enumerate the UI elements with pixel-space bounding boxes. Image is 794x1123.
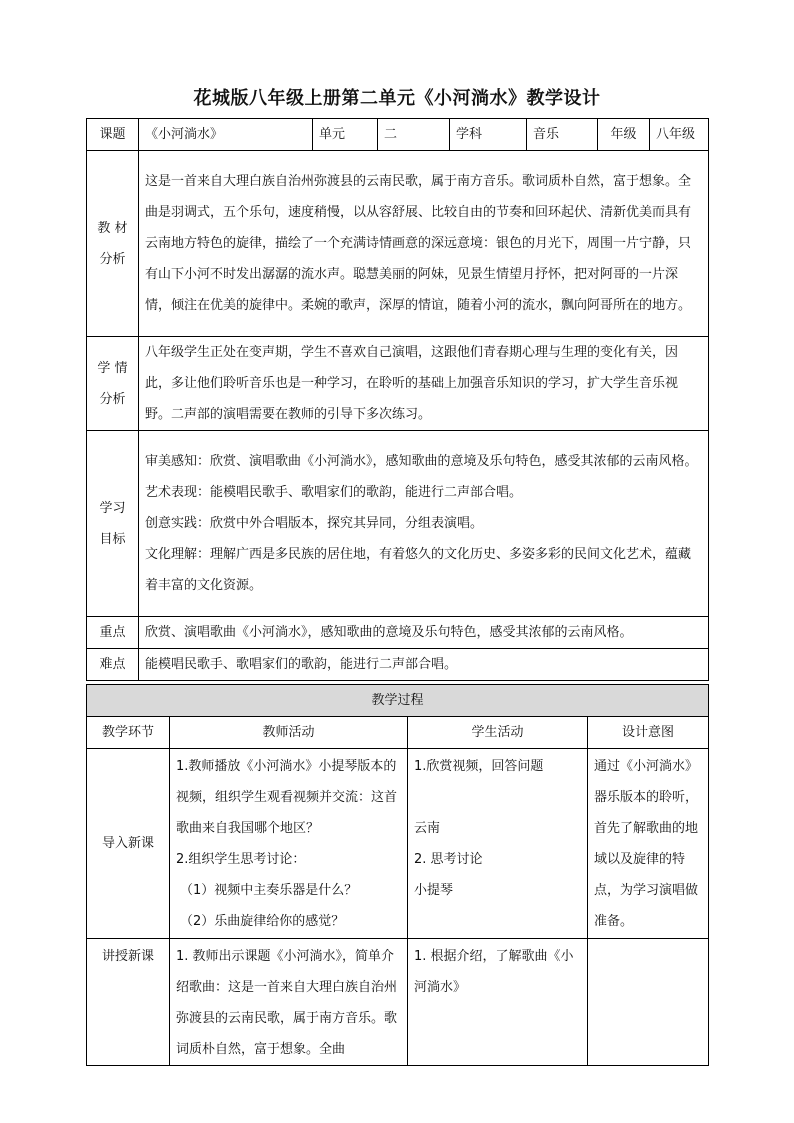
student-step: 1. 根据介绍，了解歌曲《小河淌水》 xyxy=(414,949,574,995)
student-activity xyxy=(408,939,588,1066)
key-point-text: 欣赏、演唱歌曲《小河淌水》，感知歌曲的意境及乐句特色，感受其浓郁的云南风格。 xyxy=(139,617,709,649)
material-label-line1: 教 材 xyxy=(97,220,128,236)
key-point-label: 重点 xyxy=(87,617,139,649)
material-row xyxy=(87,151,709,337)
col-header-teacher: 教师活动 xyxy=(170,717,408,749)
students-label-line2: 分析 xyxy=(99,391,126,407)
unit-value: 二 xyxy=(378,119,450,151)
teacher-step: 2.组织学生思考讨论： xyxy=(176,852,306,867)
subject-value: 音乐 xyxy=(527,119,598,151)
material-text: 这是一首来自大理白族自治州弥渡县的云南民歌，属于南方音乐。歌词质朴自然，富于想象。全曲是羽调式，五个乐句，速度稍慢，以从容舒展、比较自由的节奏和回环起伏、清新优美而具有云南地方特色的旋律，描绘了一个充满诗情画意的深远意境：银色的月光下，周围一片宁静，只有山下小河不时发出潺潺的流水声。聪慧美丽的阿妹，见景生情望月抒怀，把对阿哥的一片深情，倾注在优美的旋律中。柔婉的歌声，深厚的情谊，随着小河的流水，飘向阿哥所在的地方。 xyxy=(139,151,709,337)
table-row xyxy=(87,749,709,939)
process-title-row xyxy=(87,685,709,717)
difficulty-row xyxy=(87,649,709,681)
student-step: 2. 思考讨论 xyxy=(414,852,483,867)
student-step: 1.欣赏视频，回答问题 xyxy=(414,759,544,774)
process-table xyxy=(86,684,709,1066)
process-title: 教学过程 xyxy=(87,685,709,717)
goals-list xyxy=(139,431,709,617)
grade-label: 年级 xyxy=(598,119,650,151)
process-header-row xyxy=(87,717,709,749)
teacher-step: 1. 教师出示课题《小河淌水》，简单介绍歌曲：这是一首来自大理白族自治州弥渡县的云南民歌，属于南方音乐。歌词质朴自然，富于想象。全曲 xyxy=(176,949,398,1057)
col-header-stage: 教学环节 xyxy=(87,717,170,749)
students-label xyxy=(87,337,139,431)
goals-label-line1: 学习 xyxy=(99,500,126,516)
goal-creative: 创意实践：欣赏中外合唱版本，探究其异同，分组表演唱。 xyxy=(145,516,484,531)
table-row xyxy=(87,939,709,1066)
course-row xyxy=(87,119,709,151)
col-header-intent: 设计意图 xyxy=(588,717,709,749)
material-label xyxy=(87,151,139,337)
difficulty-label: 难点 xyxy=(87,649,139,681)
design-intent: 通过《小河淌水》器乐版本的聆听，首先了解歌曲的地域以及旋律的特点，为学习演唱做准备。 xyxy=(588,749,709,939)
design-intent xyxy=(588,939,709,1066)
stage-intro: 导入新课 xyxy=(87,749,170,939)
course-value: 《小河淌水》 xyxy=(139,119,313,151)
col-header-student: 学生活动 xyxy=(408,717,588,749)
goals-label xyxy=(87,431,139,617)
teacher-step: （2）乐曲旋律给你的感觉？ xyxy=(180,914,345,929)
students-text: 八年级学生正处在变声期，学生不喜欢自己演唱，这跟他们青春期心理与生理的变化有关，因此，多让他们聆听音乐也是一种学习，在聆听的基础上加强音乐知识的学习，扩大学生音乐视野。二声部的演唱需要在教师的引导下多次练习。 xyxy=(139,337,709,431)
student-step: 小提琴 xyxy=(414,883,454,898)
goal-aesthetic: 审美感知：欣赏、演唱歌曲《小河淌水》，感知歌曲的意境及乐句特色，感受其浓郁的云南风格。 xyxy=(145,454,698,469)
stage-new-lesson: 讲授新课 xyxy=(87,939,170,1066)
teacher-activity xyxy=(170,939,408,1066)
page-title: 花城版八年级上册第二单元《小河淌水》教学设计 xyxy=(193,88,601,109)
students-label-line1: 学 情 xyxy=(97,360,128,376)
goals-row xyxy=(87,431,709,617)
material-label-line2: 分析 xyxy=(99,251,126,267)
difficulty-text: 能模唱民歌手、歌唱家们的歌韵，能进行二声部合唱。 xyxy=(139,649,709,681)
course-label: 课题 xyxy=(87,119,139,151)
students-row xyxy=(87,337,709,431)
key-point-row xyxy=(87,617,709,649)
teacher-activity xyxy=(170,749,408,939)
student-step-blank xyxy=(414,782,581,813)
goals-label-line2: 目标 xyxy=(99,531,126,547)
grade-value: 八年级 xyxy=(650,119,709,151)
lesson-info-table xyxy=(86,118,709,681)
goal-performance: 艺术表现：能模唱民歌手、歌唱家们的歌韵，能进行二声部合唱。 xyxy=(145,485,523,500)
subject-label: 学科 xyxy=(450,119,527,151)
teacher-step: （1）视频中主奏乐器是什么？ xyxy=(180,883,358,898)
teacher-step: 1.教师播放《小河淌水》小提琴版本的视频，组织学生观看视频并交流：这首歌曲来自我国哪个地区？ xyxy=(176,759,398,836)
goal-culture: 文化理解：理解广西是多民族的居住地，有着悠久的文化历史、多姿多彩的民间文化艺术，蕴藏着丰富的文化资源。 xyxy=(145,547,692,593)
student-step: 云南 xyxy=(414,821,441,836)
student-activity xyxy=(408,749,588,939)
unit-label: 单元 xyxy=(313,119,378,151)
